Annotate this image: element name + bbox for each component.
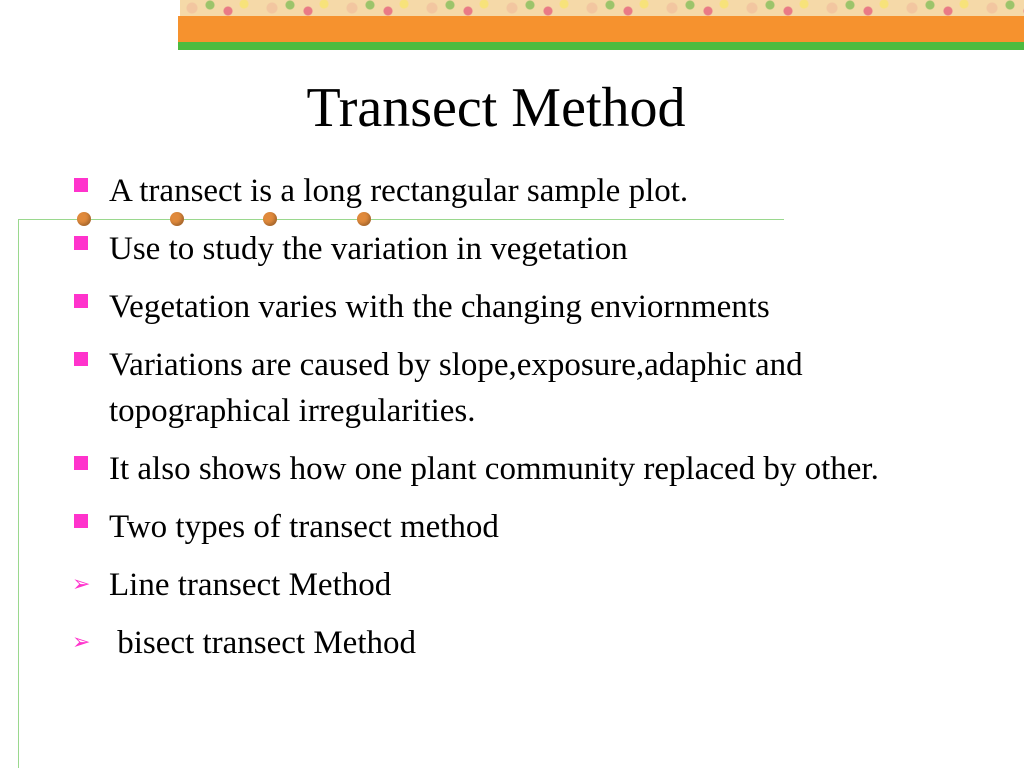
bullet-text: Variations are caused by slope,exposure,adaphic and topographical irregularities.	[109, 347, 803, 429]
bullet-text: bisect transect Method	[109, 625, 416, 661]
bullet-item	[72, 226, 972, 272]
bullet-item	[72, 504, 972, 550]
square-bullet-icon	[74, 294, 88, 308]
bullet-item	[72, 284, 972, 330]
bullet-text: It also shows how one plant community replaced by other.	[109, 451, 879, 487]
square-bullet-icon	[74, 178, 88, 192]
bullet-item	[72, 446, 972, 492]
bullet-text: Line transect Method	[109, 567, 392, 603]
orange-header-bar	[178, 16, 1024, 42]
decorative-vertical-line	[18, 219, 19, 768]
square-bullet-icon	[74, 456, 88, 470]
bullet-item	[72, 168, 972, 214]
bullet-list	[72, 168, 972, 678]
bullet-text: Two types of transect method	[109, 509, 499, 545]
green-header-bar	[178, 42, 1024, 50]
square-bullet-icon	[74, 236, 88, 250]
bullet-item	[72, 620, 972, 666]
bullet-text: A transect is a long rectangular sample plot.	[109, 173, 689, 209]
bullet-item	[72, 342, 972, 434]
arrow-bullet-icon: ➢	[72, 572, 91, 597]
bullet-text: Use to study the variation in vegetation	[109, 231, 628, 267]
square-bullet-icon	[74, 514, 88, 528]
floral-banner	[180, 0, 1024, 16]
square-bullet-icon	[74, 352, 88, 366]
bullet-text: Vegetation varies with the changing enviornments	[109, 289, 770, 325]
slide-title: Transect Method	[306, 77, 686, 139]
bullet-item	[72, 562, 972, 608]
arrow-bullet-icon: ➢	[72, 630, 91, 655]
